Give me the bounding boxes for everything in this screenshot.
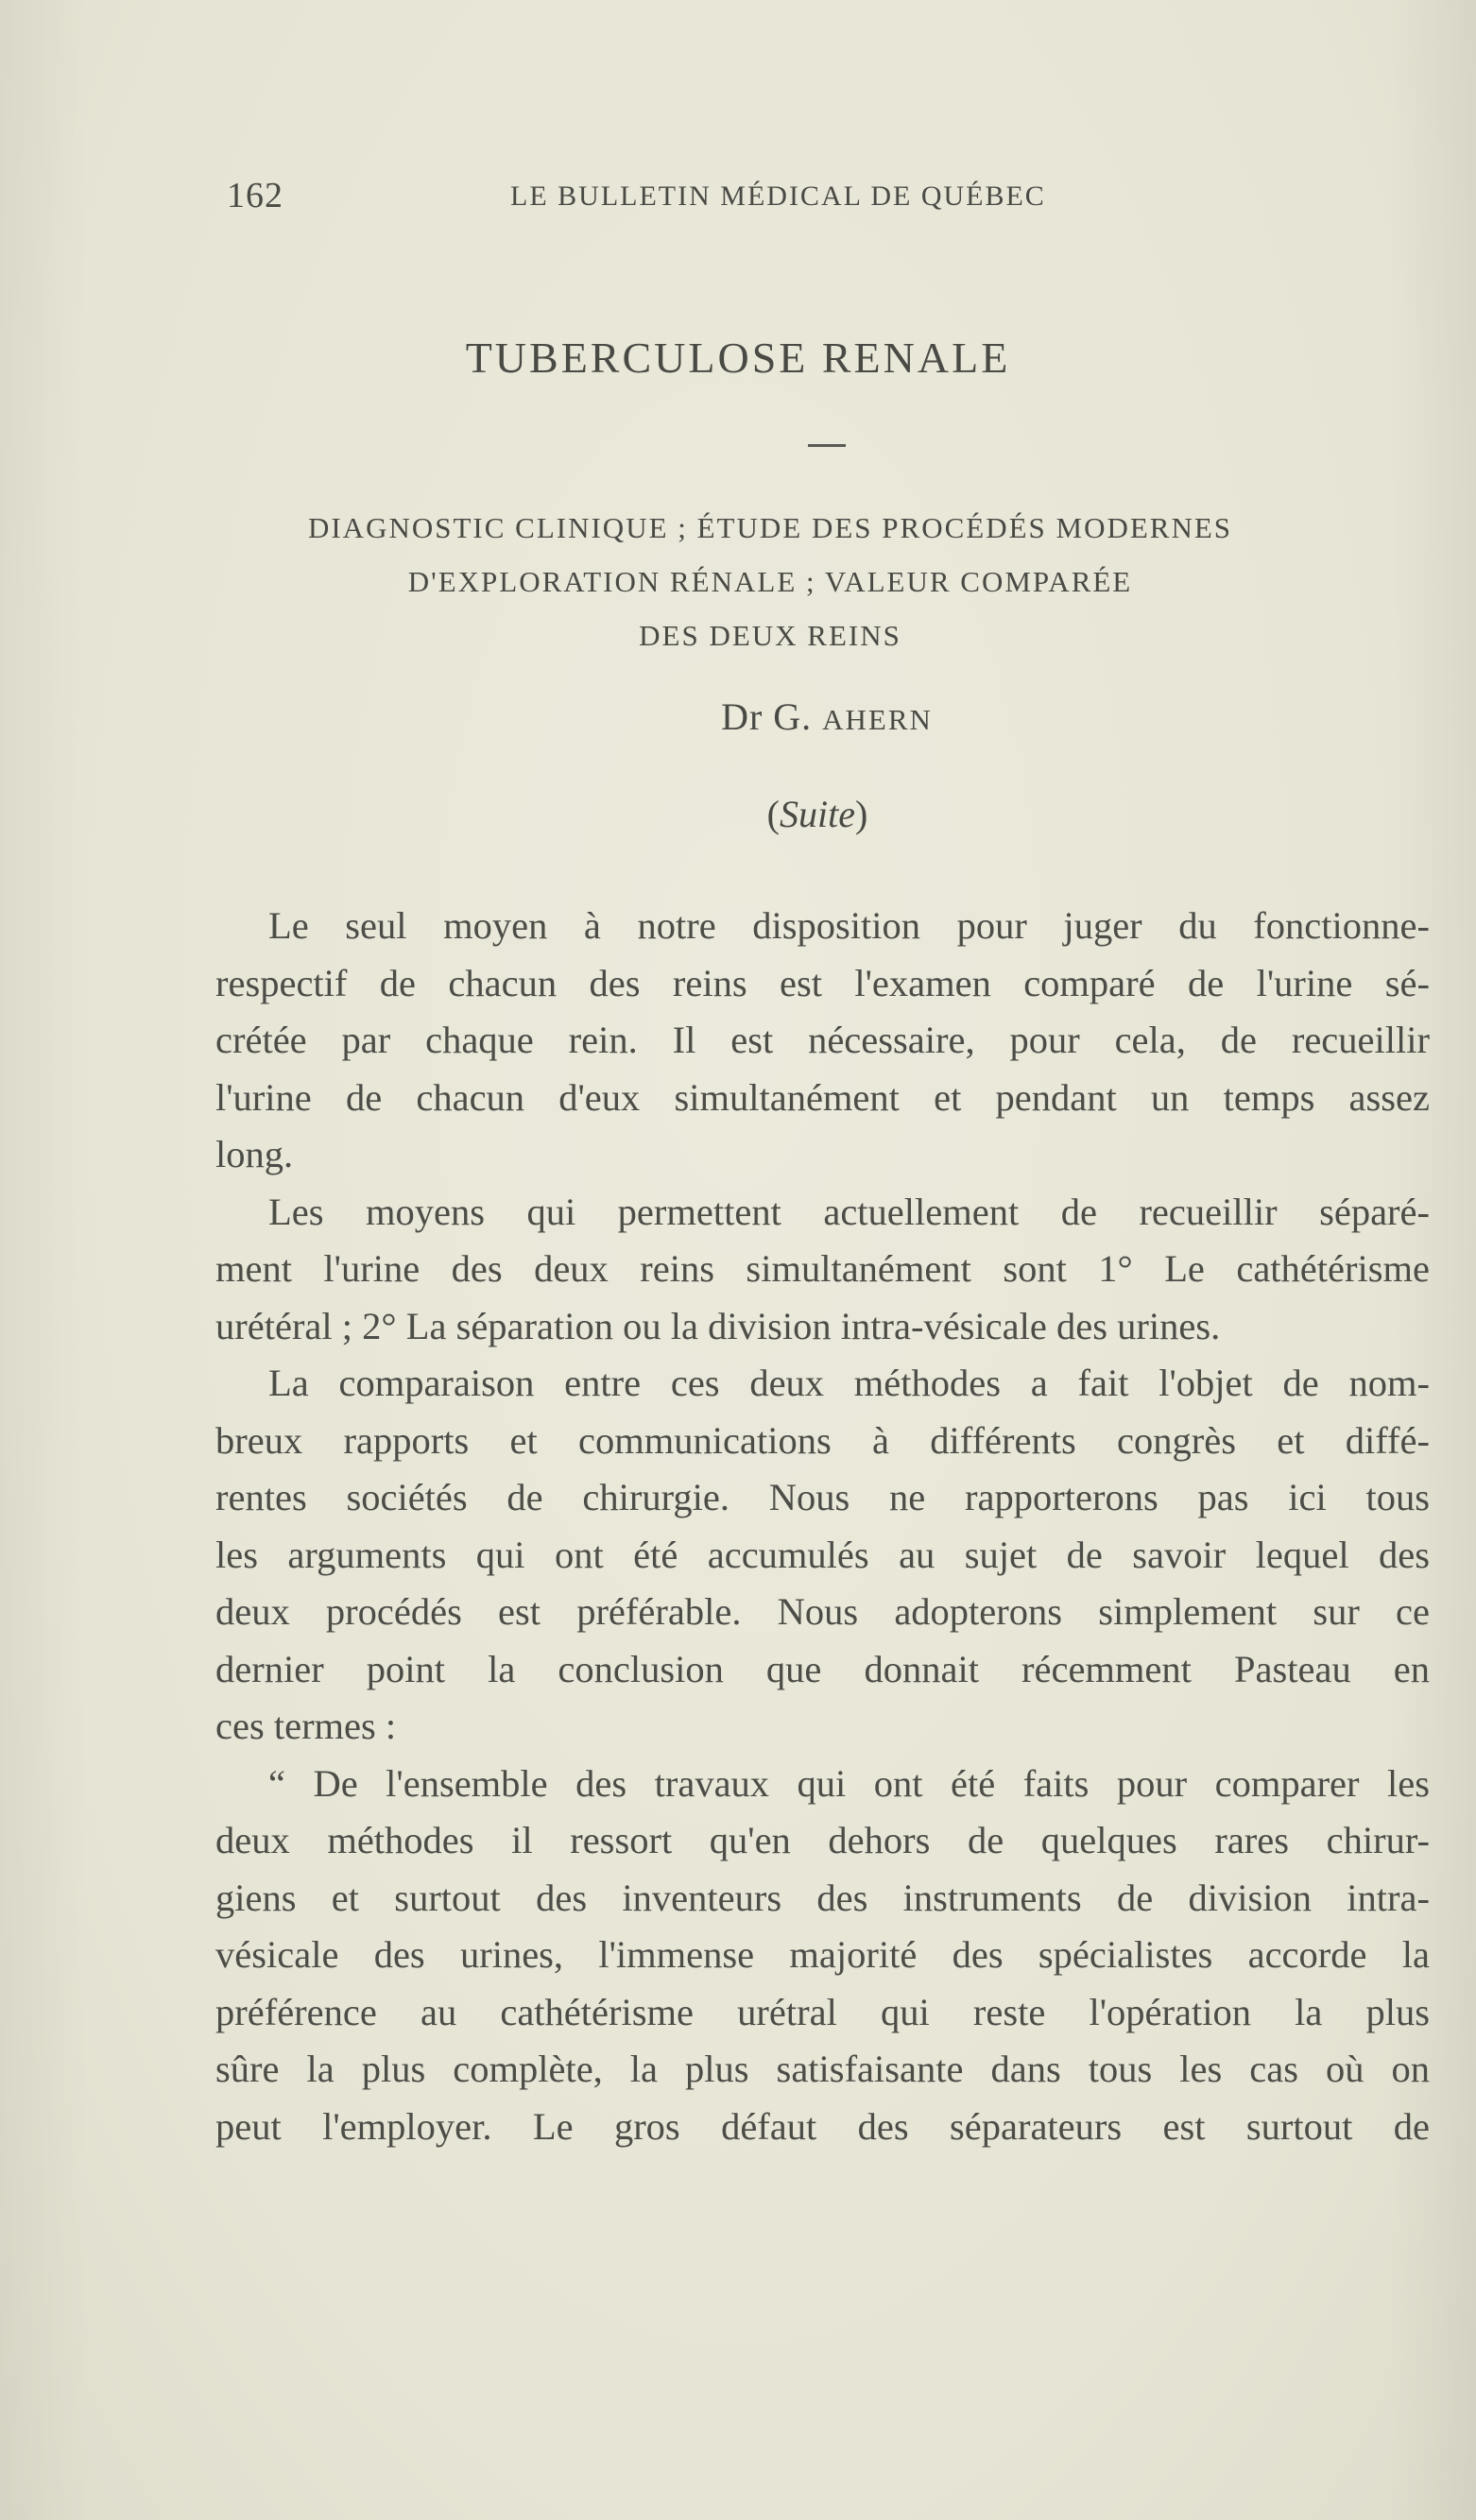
text-line: Le seul moyen à notre disposition pour juger du fonctionne-: [268, 904, 1430, 947]
article-title: TUBERCULOSE RENALE: [465, 334, 1011, 382]
text-line: deux procédés est préférable. Nous adopterons simplement sur ce: [215, 1590, 1430, 1633]
text-line: deux méthodes il ressort qu'en dehors de quelques rares chirur-: [215, 1819, 1430, 1861]
subtitle-line: DIAGNOSTIC CLINIQUE ; ÉTUDE DES PROCÉDÉS MODERNES: [307, 511, 1233, 544]
text-line: rentes sociétés de chirurgie. Nous ne rapporterons pas ici tous: [215, 1476, 1430, 1518]
continued-note: [0, 792, 1476, 836]
paragraph: [215, 1355, 1430, 1756]
text-line: les arguments qui ont été accumulés au sujet de savoir lequel des: [215, 1533, 1430, 1576]
running-head: [227, 175, 1143, 222]
text-line: ment l'urine des deux reins simultanément sont 1° Le cathétérisme: [215, 1247, 1430, 1290]
article-body: [215, 898, 1430, 2155]
text-line: sûre la plus complète, la plus satisfaisante dans tous les cas où on: [215, 2048, 1430, 2090]
text-line: préférence au cathétérisme urétral qui reste l'opération la plus: [215, 1990, 1430, 2033]
continued-close: ): [854, 793, 868, 835]
subtitle-line: D'EXPLORATION RÉNALE ; VALEUR COMPARÉE: [407, 565, 1133, 598]
title-divider: [808, 444, 846, 447]
author-prefix: Dr G.: [721, 695, 813, 738]
text-line: dernier point la conclusion que donnait récemment Pasteau en: [215, 1647, 1430, 1690]
paragraph: [215, 1184, 1430, 1356]
author-byline: [0, 694, 1476, 739]
paragraph: [215, 1756, 1430, 2156]
text-line: l'urine de chacun d'eux simultanément et pendant un temps assez: [215, 1075, 1430, 1119]
text-line: urétéral ; 2° La séparation ou la division intra-vésicale des urines.: [215, 1304, 1221, 1347]
text-line: ces termes :: [215, 1705, 397, 1747]
paragraph: [215, 898, 1430, 1184]
text-line: “ De l'ensemble des travaux qui ont été faits pour comparer les: [268, 1761, 1430, 1805]
text-line: giens et surtout des inventeurs des instruments de division intra-: [215, 1876, 1430, 1919]
continued-label: Suite: [780, 793, 855, 835]
continued-open: (: [766, 793, 780, 835]
author-surname: AHERN: [822, 703, 933, 736]
text-line: breux rapports et communications à différents congrès et diffé-: [215, 1418, 1430, 1462]
text-line: La comparaison entre ces deux méthodes a fait l'objet de nom-: [268, 1362, 1430, 1404]
text-line: long.: [215, 1133, 294, 1175]
text-line: respectif de chacun des reins est l'examen comparé de l'urine sé-: [215, 961, 1430, 1004]
subtitle-line: DES DEUX REINS: [639, 619, 901, 652]
page-number: 162: [227, 176, 283, 215]
journal-title: LE BULLETIN MÉDICAL DE QUÉBEC: [510, 180, 1046, 212]
text-line: peut l'employer. Le gros défaut des séparateurs est surtout de: [215, 2104, 1430, 2148]
text-line: crétée par chaque rein. Il est nécessaire, pour cela, de recueillir: [215, 1019, 1430, 1061]
article-subtitle: [156, 501, 1384, 662]
text-line: Les moyens qui permettent actuellement de recueillir séparé-: [268, 1190, 1430, 1233]
text-line: vésicale des urines, l'immense majorité des spécialistes accorde la: [215, 1933, 1430, 1976]
